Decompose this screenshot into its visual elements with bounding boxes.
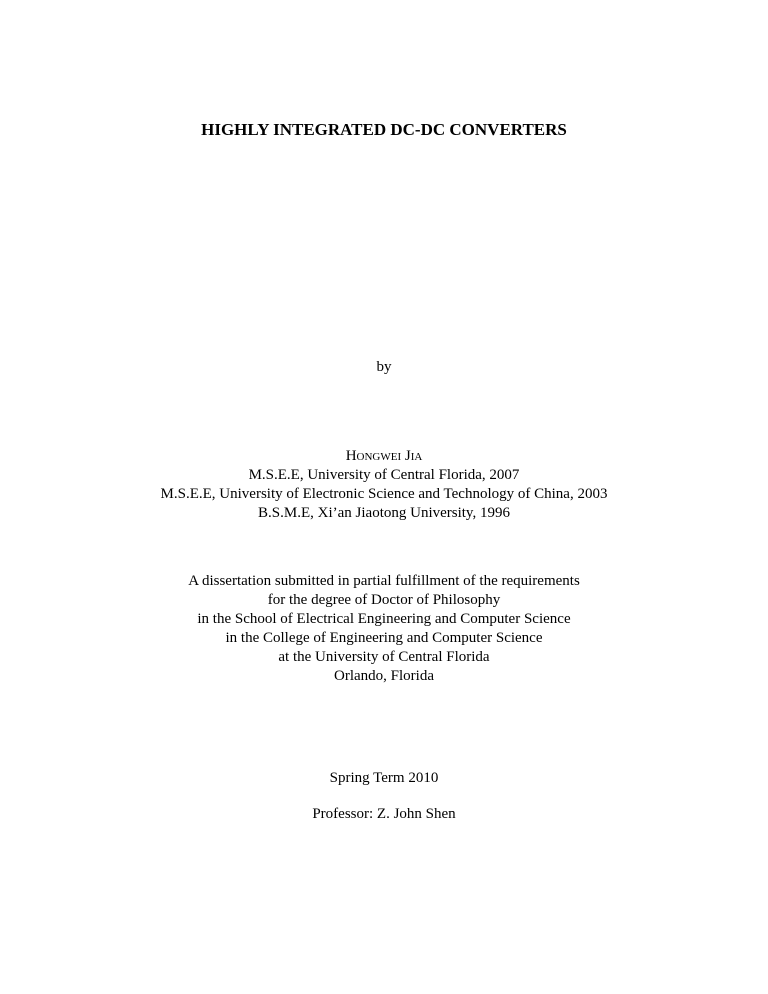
author-name: Hongwei Jia (345, 448, 423, 464)
statement-line: Orlando, Florida (334, 668, 434, 684)
author-degree: M.S.E.E, University of Central Florida, 2007 (248, 467, 520, 483)
professor-label: Professor: Z. John Shen (312, 806, 456, 822)
author-degree: B.S.M.E, Xi’an Jiaotong University, 1996 (258, 505, 510, 521)
statement-line: for the degree of Doctor of Philosophy (267, 592, 501, 608)
statement-line: at the University of Central Florida (278, 649, 490, 665)
author-degree: M.S.E.E, University of Electronic Science and Technology of China, 2003 (160, 486, 608, 502)
term-label: Spring Term 2010 (329, 770, 439, 786)
author-block (0, 447, 768, 523)
statement-line: A dissertation submitted in partial fulfillment of the requirements (188, 573, 580, 589)
dissertation-statement (0, 572, 768, 686)
statement-line: in the College of Engineering and Computer Science (225, 630, 543, 646)
by-label: by (376, 359, 392, 375)
dissertation-title: HIGHLY INTEGRATED DC-DC CONVERTERS (201, 120, 567, 139)
statement-line: in the School of Electrical Engineering and Computer Science (197, 611, 571, 627)
